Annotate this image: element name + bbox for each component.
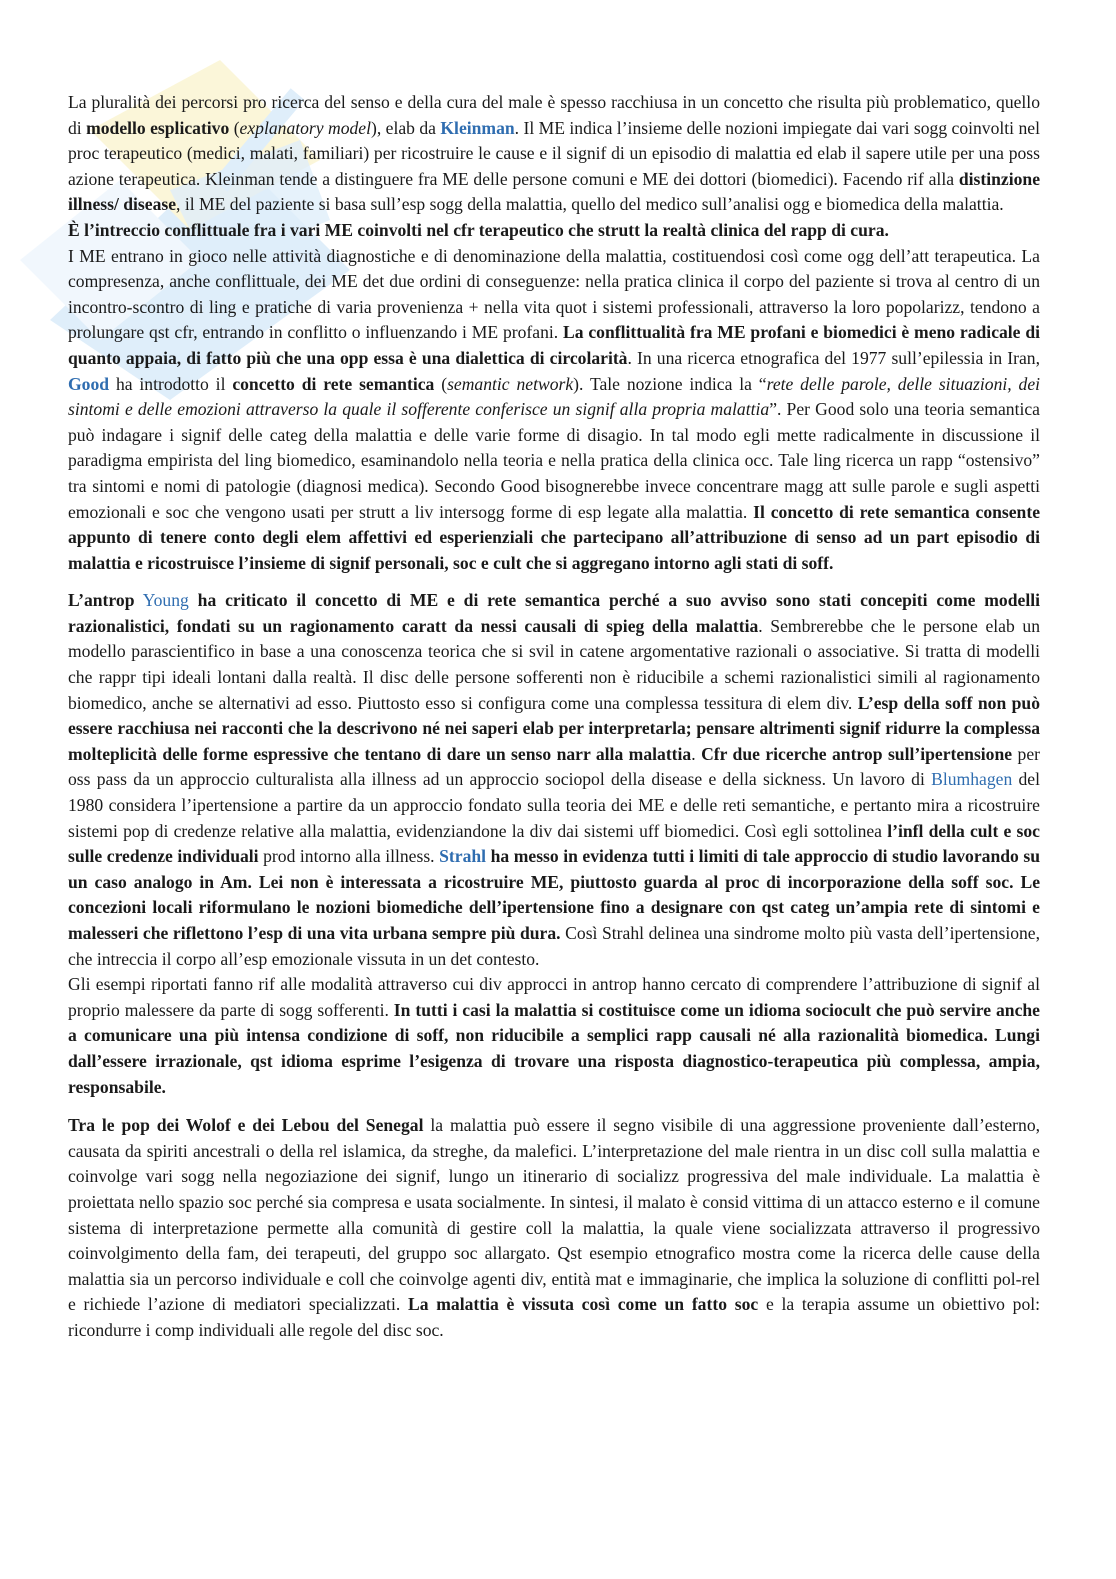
term-semantic-network: semantic network xyxy=(447,373,574,394)
quote-definition: rete delle parole, delle situazioni, dei sintomi e delle emozioni attraverso la quale il sofferente conferisce un signif alla propria malattia xyxy=(68,373,1041,420)
key-statement: Cfr due ricerche antrop sull’ipertensione xyxy=(701,743,1013,764)
text-segment: ( xyxy=(233,117,240,138)
key-statement: L’esp della soff non può essere racchiusa nei racconti che la descrivono né nei saperi elab per interpretarla; pensare altrimenti signif ridurre la complessa molteplicità delle forme espressive che tentano di dare un senso narr alla malattia xyxy=(68,692,1040,764)
text-segment: L’antrop xyxy=(68,590,135,611)
text-segment: ha introdotto il xyxy=(115,373,226,394)
key-statement: ha criticato il concetto di ME e di rete semantica perché a suo avviso sono stati concepiti come modelli razionalistici, fondati su un ragionamento caratt da nessi causali di spieg della malattia xyxy=(68,590,1040,636)
text-segment: . Sembrerebbe che le persone elab un modello parascientifico in base a una conoscenza teorica che si svil in catene argomentative razionali o associative. Si tratta di modelli che rappr tipi ideali lontani dalla realtà. Il disc delle persone sofferenti non è riducibile a schemi razionalistici simili al ragionamento biomedico, anche se alternativi ad esso. Piuttosto esso si configura come una complessa tessitura di elem div. xyxy=(68,615,1041,713)
text-segment: Gli esempi riportati fanno rif alle modalità attraverso cui div approcci in antrop hanno cercato di comprendere l’attribuzione di signif al proprio malessere da parte di sogg sofferenti. xyxy=(68,974,1040,1020)
text-segment: e la terapia assume un obiettivo pol: ricondurre i comp individuali alle regole del disc soc. xyxy=(68,1294,1041,1340)
key-statement: La conflittualità fra ME profani e biomedici è meno radicale di quanto appaia, di fatto più che una opp essa è una dialettica di circolarità xyxy=(68,322,1040,368)
text-segment: Così Strahl delinea una sindrome molto più vasta dell’ipertensione, che intreccia il corpo all’esp emozionale vissuta in un det contesto. xyxy=(68,923,1041,969)
author-strahl: Strahl xyxy=(439,846,487,867)
term-modello-esplicativo: modello esplicativo xyxy=(86,117,230,138)
document-page xyxy=(68,90,1040,1344)
text-segment: . In una ricerca etnografica del 1977 sull’epilessia in Iran, xyxy=(627,347,1040,368)
text-segment: , il ME del paziente si basa sull’esp sogg della malattia, quello del medico sull’analisi ogg e biomedica della malattia. xyxy=(176,194,1004,215)
author-young: Young xyxy=(142,590,189,611)
key-statement: In tutti i casi la malattia si costituisce come un idioma sociocult che può servire anche a comunicare una più intensa condizione di soff, non riducibile a semplici rapp causali né alla razionalità biomedica. Lungi dall’essere irrazionale, qst idioma esprime l’esigenza di trovare una risposta diagnostico-terapeutica più complessa, ampia, responsabile. xyxy=(68,999,1040,1097)
paragraph-modello-esplicativo xyxy=(68,90,1040,576)
key-statement: La malattia è vissuta così come un fatto soc xyxy=(408,1294,759,1315)
text-segment: ”. Per Good solo una teoria semantica può indagare i signif delle categ della malattia e delle varie forme di disagio. In tal modo egli mette radicalmente in discussione il paradigma empirista del ling biomedico, esaminandolo nella teoria e nella pratica della clinica occ. Tale ling ricerca un rapp “ostensivo” tra sintomi e nomi di patologie (diagnosi medica). Secondo Good bisognerebbe invece concentrare magg att sulle parole e sugli aspetti emozionali e soc che vengono usati per strutt a liv intersogg forme di esp legate alla malattia. xyxy=(68,399,1040,522)
text-segment: ( xyxy=(441,373,448,394)
text-segment: Tra le pop dei Wolof e dei Lebou del Senegal xyxy=(68,1115,424,1136)
term-explanatory-model: explanatory model xyxy=(239,117,371,138)
text-segment: prod intorno alla illness. xyxy=(263,846,435,867)
text-segment: . Il ME indica l’insieme delle nozioni impiegate dai vari sogg coinvolti nel proc terapeutico (medici, malati, familiari) per ricostruire le cause e il signif di un episodio di malattia ed elab il sapere utile per una poss azione terapeutica. Kleinman tende a distinguere fra ME delle persone comuni e ME dei dottori (biomedici). Facendo rif alla xyxy=(68,117,1040,189)
key-statement: È l’intreccio conflittuale fra i vari ME coinvolti nel cfr terapeutico che strutt la realtà clinica del rapp di cura. xyxy=(68,219,889,240)
key-statement: ha messo in evidenza tutti i limiti di tale approccio di studio lavorando su un caso analogo in Am. Lei non è interessata a ricostruire ME, piuttosto guarda al proc di incorporazione della soff soc. Le concezioni locali riformulano le nozioni biomediche dell’ipertensione fino a designare con qst categ un’ampia rete di sintomi e malesseri che riflettono l’esp di una vita urbana sempre più dura. xyxy=(68,846,1040,943)
author-blumhagen: Blumhagen xyxy=(931,769,1013,790)
key-statement: l’infl della cult e soc sulle credenze individuali xyxy=(68,820,1040,867)
text-segment: per oss pass da un approccio culturalista alla illness ad un approccio sociopol della disease e della sickness. Un lavoro di xyxy=(68,743,1040,790)
text-segment: ). Tale nozione indica la “ xyxy=(573,373,767,394)
text-segment: I ME entrano in gioco nelle attività diagnostiche e di denominazione della malattia, costituendosi così come ogg dell’att terapeutica. La compresenza, anche conflittuale, dei ME det due ordini di conseguenze: nella pratica clinica il corpo del paziente si trova al centro di un incontro-scontro di ling e pratiche di varia provenienza + nella vita quot i sistemi professionali, attraverso la loro popolarizz, tendono a prolungare qst cfr, entrando in conflitto o influenzando i ME profani. xyxy=(68,245,1040,343)
term-illness-disease: distinzione illness/ disease xyxy=(68,168,1040,215)
paragraph-young-critica xyxy=(68,588,1040,1100)
author-good: Good xyxy=(68,373,110,394)
author-kleinman: Kleinman xyxy=(440,117,515,138)
paragraph-wolof-lebou xyxy=(68,1113,1040,1343)
text-segment: La pluralità dei percorsi pro ricerca del senso e della cura del male è spesso racchiusa in un concetto che risulta più problematico, quello di xyxy=(68,92,1040,138)
key-statement: Il concetto di rete semantica consente appunto di tenere conto degli elem affettivi ed esperienziali che partecipano all’attribuzione di senso ad un part episodio di malattia e ricostruisce l’insieme di signif personali, soc e cult che si aggregano intorno agli stati di soff. xyxy=(68,501,1041,573)
text-segment: del 1980 considera l’ipertensione a partire da un approccio fondato sulla teoria dei ME e delle reti semantiche, e pertanto mira a ricostruire sistemi pop di credenze relative alla malattia, evidenziandone la div dai sistemi uff biomedici. Così egli sottolinea xyxy=(68,769,1040,841)
text-segment: la malattia può essere il segno visibile di una aggressione proveniente dall’esterno, causata da spiriti ancestrali o della rel islamica, da streghe, da malefici. L’interpretazione del male rientra in un disc coll sulla malattia e coinvolge vari sogg nella negoziazione dei signif, lungo un itinerario di socializz progressiva del male individuale. La malattia è proiettata nello spazio soc perché sia compresa e usata socialmente. In sintesi, il malato è consid vittima di un attacco esterno e il comune sistema di interpretazione permette alla comunità di gestire coll la malattia, la quale viene socializzata attraverso il progressivo coinvolgimento della fam, dei terapeuti, del gruppo soc allargato. Qst esempio etnografico mostra come la ricerca delle cause della malattia sia un percorso individuale e coll che coinvolge agenti div, entità mat e immaginarie, che implica la soluzione di conflitti pol-rel e richiede l’azione di mediatori specializzati. xyxy=(68,1115,1041,1315)
text-segment: ), elab da xyxy=(370,117,436,138)
term-rete-semantica: concetto di rete semantica xyxy=(232,373,435,394)
text-segment: . xyxy=(691,743,696,764)
